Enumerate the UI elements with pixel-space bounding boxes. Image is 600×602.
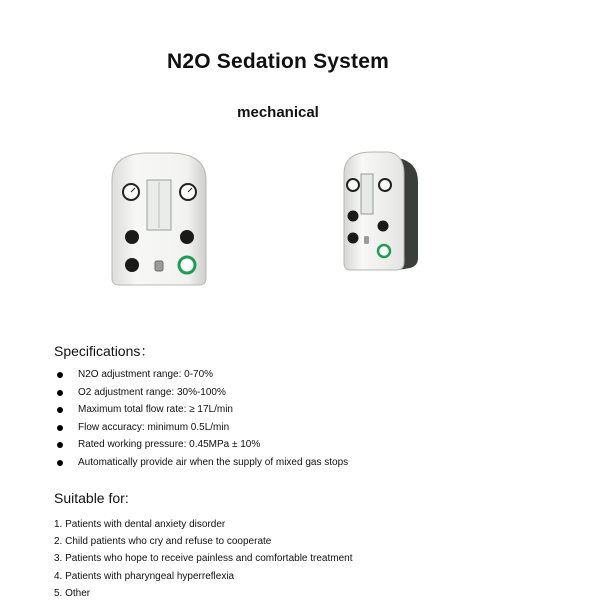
spec-item: Flow accuracy: minimum 0.5L/min [54, 419, 348, 437]
page-subtitle: mechanical [237, 104, 319, 121]
page-title: N2O Sedation System [166, 50, 390, 73]
spec-item: O2 adjustment range: 30%-100% [54, 384, 348, 402]
suitable-list [54, 516, 353, 602]
suitable-item: 5. Other [54, 587, 91, 599]
suitable-heading: Suitable for: [54, 490, 129, 506]
suitable-item: 2. Child patients who cry and refuse to cooperate [54, 536, 272, 548]
specifications-heading: Specifications： [54, 343, 155, 359]
bullet-icon [57, 425, 63, 431]
specifications-list [54, 366, 348, 472]
device-front-image [106, 150, 212, 288]
bullet-icon [57, 407, 63, 413]
bullet-icon [57, 372, 63, 378]
bullet-icon [57, 442, 63, 448]
suitable-item: 4. Patients with pharyngeal hyperreflexia [54, 570, 235, 582]
spec-item: Maximum total flow rate: ≥ 17L/min [54, 401, 348, 419]
spec-item: Automatically provide air when the supply of mixed gas stops [54, 454, 348, 472]
spec-item: N2O adjustment range: 0-70% [54, 366, 348, 384]
device-angle-image [338, 148, 422, 274]
spec-item: Rated working pressure: 0.45MPa ± 10% [54, 436, 348, 454]
suitable-item: 3. Patients who hope to receive painless and comfortable treatment [54, 553, 353, 565]
suitable-item: 1. Patients with dental anxiety disorder [54, 519, 226, 530]
bullet-icon [57, 390, 63, 396]
bullet-icon [57, 460, 63, 466]
